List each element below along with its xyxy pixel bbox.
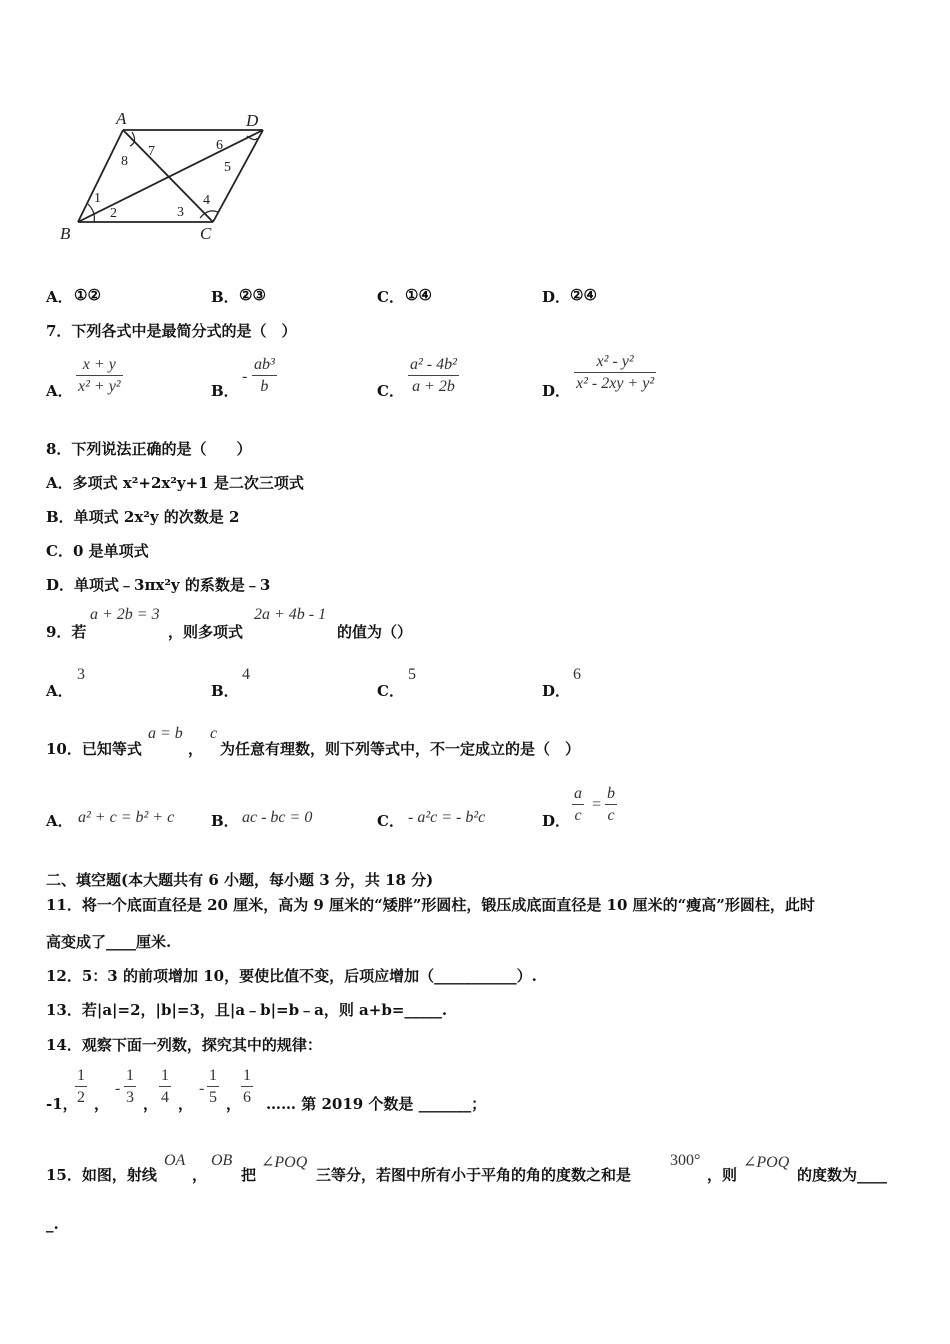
q14-comma: ， — [178, 1095, 194, 1113]
q14-term-1-6 — [241, 1067, 253, 1107]
q11-line-2: 高变成了____厘米. — [46, 933, 172, 951]
q15-line-2: _. — [46, 1215, 59, 1233]
angle-label-3: 3 — [177, 205, 184, 220]
q14-term-1-3 — [124, 1067, 136, 1107]
angle-label-8: 8 — [121, 154, 128, 169]
q14-denominator: 4 — [159, 1086, 171, 1107]
q10-option-d-fraction-left — [572, 785, 584, 825]
q6-option-a-label: A． — [46, 288, 73, 306]
q14-stem: 14．观察下面一列数，探究其中的规律： — [46, 1036, 322, 1054]
angle-label-2: 2 — [110, 206, 117, 221]
q14-numerator: 1 — [77, 1067, 85, 1084]
q15-ray-ob: OB — [211, 1152, 233, 1169]
point-c: C — [200, 224, 212, 243]
q13-text: 13．若|a|=2，|b|=3，且|a﹣b|=b﹣a，则 a+b=_____. — [46, 1001, 448, 1019]
q10-option-b-label: B． — [211, 812, 239, 830]
q7-stem: 7．下列各式中是最简分式的是（ ） — [46, 322, 297, 340]
q9-condition-expression: a + 2b = 3 — [90, 606, 160, 623]
point-a: A — [116, 109, 127, 128]
q7-option-b-fraction — [252, 356, 277, 396]
q9-option-b-value: 4 — [242, 666, 250, 683]
point-b: B — [60, 224, 71, 243]
q6-option-d-label: D． — [542, 288, 571, 306]
q9-polynomial-expression: 2a + 4b - 1 — [254, 606, 327, 623]
q7-option-d-label: D． — [542, 382, 571, 400]
q14-term-1-4 — [159, 1067, 171, 1107]
q14-numerator: 1 — [161, 1067, 169, 1084]
q10-condition-expression: a = b — [148, 725, 183, 742]
q15-degree-sum: 300° — [670, 1152, 701, 1169]
q6-option-b-label: B． — [211, 288, 239, 306]
parallelogram-figure — [50, 108, 280, 248]
q14-first-term: -1， — [46, 1095, 78, 1113]
q14-tail: …… 第 2019 个数是 _______； — [266, 1095, 487, 1113]
q10-d-numerator-b: b — [607, 785, 615, 802]
q8-option-c: C．0 是单项式 — [46, 542, 149, 560]
q7-option-a-label: A． — [46, 382, 73, 400]
q15-ray-oa: OA — [164, 1152, 186, 1169]
q9-stem-end: 的值为（） — [337, 623, 413, 641]
q14-minus-sign: - — [115, 1080, 121, 1097]
q9-option-a-value: 3 — [77, 666, 85, 683]
q8-stem: 8．下列说法正确的是（ ） — [46, 440, 252, 458]
q10-comma: ， — [188, 740, 204, 758]
q7-a-numerator: x + y — [82, 356, 116, 373]
q7-option-a-fraction — [76, 356, 123, 396]
angle-label-7: 7 — [148, 144, 155, 159]
q7-a-denominator: x² + y² — [76, 375, 123, 396]
q14-term-1-2 — [75, 1067, 87, 1107]
q15-stem-middle: 三等分，若图中所有小于平角的角的度数之和是 — [316, 1166, 632, 1184]
q9-stem-start: 9．若 — [46, 623, 87, 641]
q10-option-a-label: A． — [46, 812, 73, 830]
q9-stem-middle: ，则多项式 — [168, 623, 244, 641]
q14-numerator: 1 — [209, 1067, 217, 1084]
q14-denominator: 2 — [75, 1086, 87, 1107]
q14-numerator: 1 — [243, 1067, 251, 1084]
q10-stem-start: 10．已知等式 — [46, 740, 142, 758]
q6-option-c-label: C． — [377, 288, 404, 306]
q10-option-b-expression: ac - bc = 0 — [242, 809, 313, 826]
q10-d-numerator-a: a — [574, 785, 582, 802]
q9-option-c-label: C． — [377, 682, 404, 700]
q10-option-a-expression: a² + c = b² + c — [78, 809, 175, 826]
q9-option-d-label: D． — [542, 682, 571, 700]
q7-c-denominator: a + 2b — [408, 375, 459, 396]
q9-option-d-value: 6 — [573, 666, 581, 683]
q15-ba: 把 — [241, 1166, 257, 1184]
q7-b-sign: - — [242, 368, 248, 385]
diagonal-bd — [78, 130, 263, 222]
q14-comma: ， — [226, 1095, 242, 1113]
q15-stem-start: 15．如图，射线 — [46, 1166, 157, 1184]
q14-comma: ， — [94, 1095, 110, 1113]
q10-stem-end: 为任意有理数，则下列等式中，不一定成立的是（ ） — [220, 740, 581, 758]
point-d: D — [246, 111, 259, 130]
q7-d-numerator: x² - y² — [596, 353, 634, 370]
q10-option-d-label: D． — [542, 812, 571, 830]
q7-b-numerator: ab³ — [254, 356, 275, 373]
q11-line-1: 11．将一个底面直径是 20 厘米，高为 9 厘米的“矮胖”形圆柱，锻压成底面直径是 10 厘米的“瘦高”形圆柱，此时 — [46, 896, 815, 914]
angle-label-4: 4 — [203, 193, 210, 208]
q14-numerator: 1 — [126, 1067, 134, 1084]
q6-option-a-text: ①② — [74, 286, 101, 304]
q8-option-a: A．多项式 x²+2x²y+1 是二次三项式 — [46, 474, 304, 492]
q15-stem-end: 的度数为____ — [797, 1166, 888, 1184]
q14-denominator: 5 — [207, 1086, 219, 1107]
q15-angle-poq: ∠POQ — [261, 1154, 308, 1171]
angle-label-5: 5 — [224, 160, 231, 175]
q6-option-d-text: ②④ — [570, 286, 597, 304]
angle-label-6: 6 — [216, 138, 223, 153]
q7-option-c-label: C． — [377, 382, 404, 400]
diagonal-ac — [123, 130, 213, 222]
q14-minus-sign: - — [199, 1080, 205, 1097]
q8-option-b: B．单项式 2x²y 的次数是 2 — [46, 508, 240, 526]
q9-option-a-label: A． — [46, 682, 73, 700]
q7-b-denominator: b — [252, 375, 277, 396]
q7-option-c-fraction — [408, 356, 459, 396]
q6-option-c-text: ①④ — [405, 286, 432, 304]
q15-comma: ， — [192, 1166, 208, 1184]
q7-option-b-label: B． — [211, 382, 239, 400]
section-2-title: 二、填空题(本大题共有 6 小题，每小题 3 分，共 18 分) — [46, 871, 434, 889]
q10-option-c-label: C． — [377, 812, 404, 830]
q7-c-numerator: a² - 4b² — [410, 356, 457, 373]
q9-option-b-label: B． — [211, 682, 239, 700]
q10-d-denominator-c2: c — [605, 804, 617, 825]
q14-comma: ， — [143, 1095, 159, 1113]
q8-option-d: D．单项式﹣3πx²y 的系数是﹣3 — [46, 576, 271, 594]
q7-d-denominator: x² - 2xy + y² — [574, 372, 656, 393]
q6-option-b-text: ②③ — [239, 286, 266, 304]
q14-denominator: 3 — [124, 1086, 136, 1107]
angle-label-1: 1 — [94, 191, 101, 206]
q9-option-c-value: 5 — [408, 666, 416, 683]
q7-option-d-fraction — [574, 353, 656, 393]
q15-ze: ，则 — [707, 1166, 738, 1184]
q10-variable-c: c — [210, 725, 218, 742]
q10-d-denominator-c1: c — [572, 804, 584, 825]
q15-angle-poq-2: ∠POQ — [743, 1154, 790, 1171]
angle-arc-b — [88, 204, 94, 222]
q14-term-1-5 — [207, 1067, 219, 1107]
q12-text: 12．5：3 的前项增加 10，要使比值不变，后项应增加（___________）. — [46, 967, 537, 985]
q10-d-equals: = — [592, 796, 602, 813]
q10-option-d-fraction-right — [605, 785, 617, 825]
q14-denominator: 6 — [241, 1086, 253, 1107]
q10-option-c-expression: - a²c = - b²c — [408, 809, 486, 826]
